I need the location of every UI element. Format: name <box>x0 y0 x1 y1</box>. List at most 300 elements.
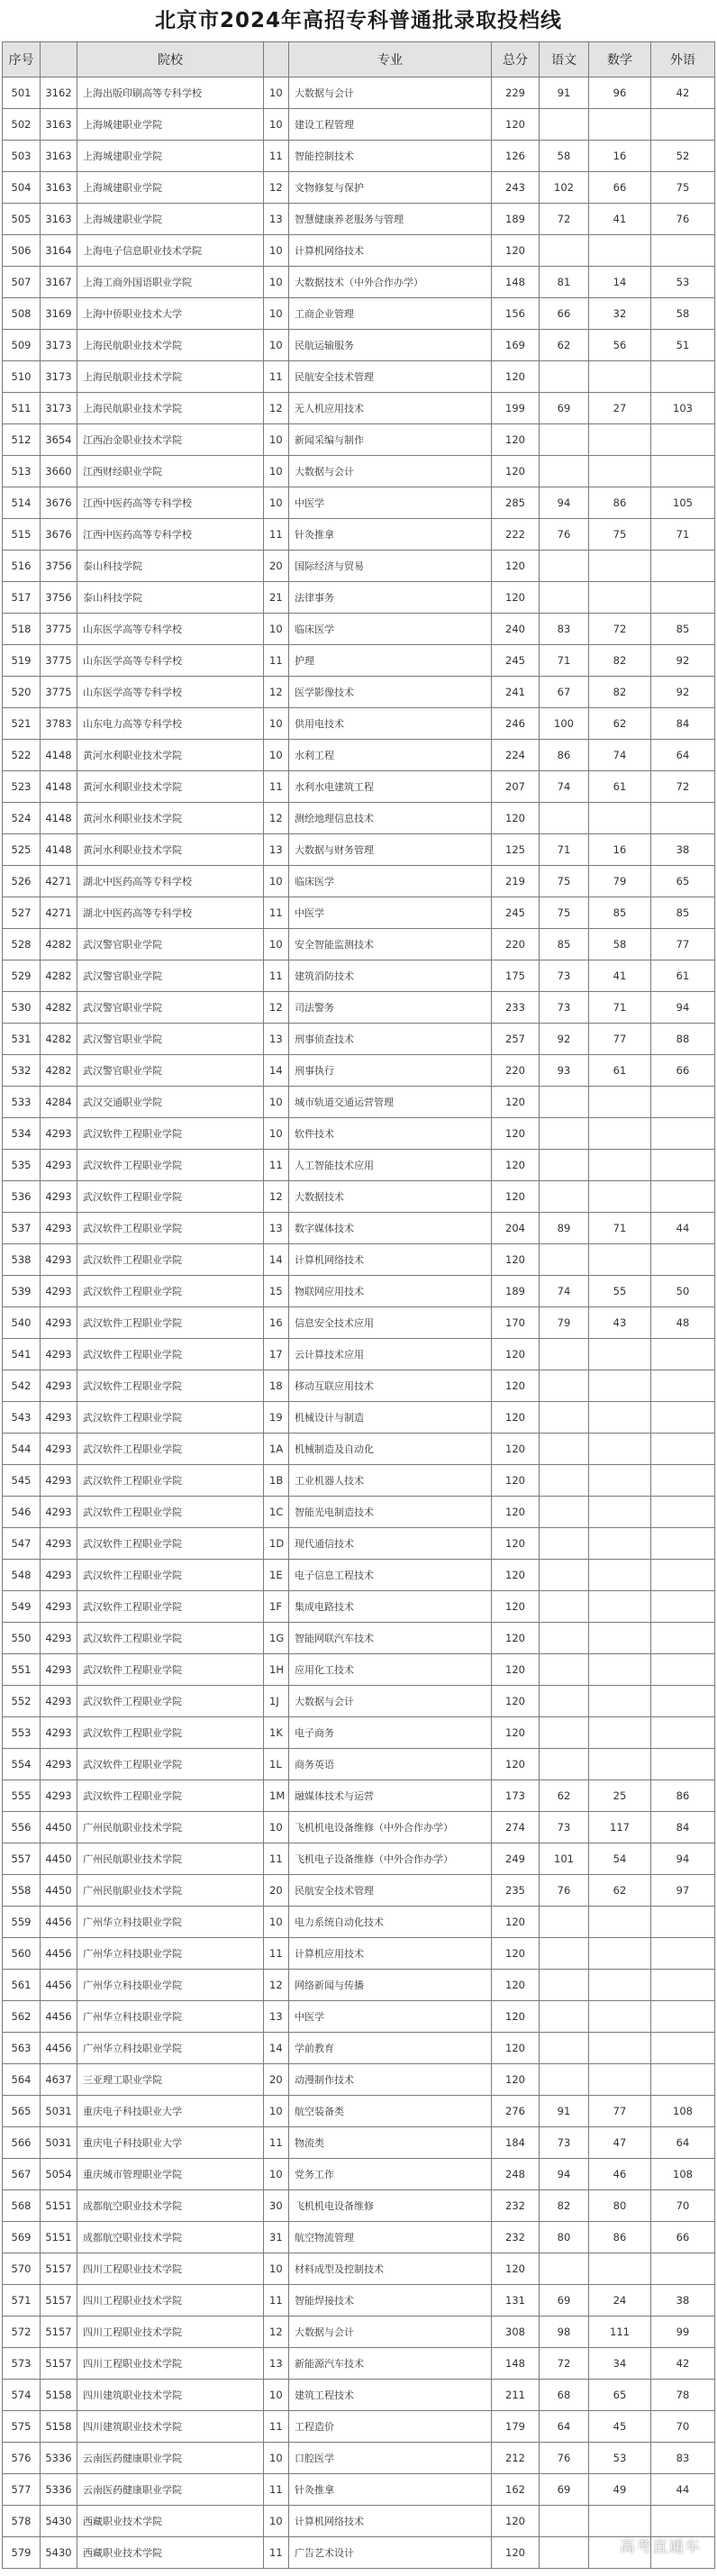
cell-total: 120 <box>492 1150 540 1181</box>
cell-major-code: 11 <box>264 771 289 803</box>
cell-major: 测绘地理信息技术 <box>289 803 492 834</box>
cell-major-code: 20 <box>264 551 289 582</box>
cell-math <box>589 1560 651 1591</box>
table-row <box>3 2537 715 2569</box>
cell-foreign: 99 <box>651 2317 715 2348</box>
cell-school-code: 3775 <box>41 677 77 708</box>
cell-major-code: 19 <box>264 1402 289 1434</box>
cell-math: 55 <box>589 1276 651 1307</box>
cell-math <box>589 109 651 141</box>
cell-school-code: 5031 <box>41 2127 77 2159</box>
cell-major: 新能源汽车技术 <box>289 2348 492 2380</box>
cell-index: 542 <box>3 1370 41 1402</box>
cell-major-code: 11 <box>264 2411 289 2443</box>
cell-foreign <box>651 1118 715 1150</box>
cell-index: 521 <box>3 708 41 740</box>
cell-math: 71 <box>589 992 651 1024</box>
cell-foreign: 50 <box>651 1276 715 1307</box>
cell-school: 重庆电子科技职业大学 <box>77 2096 264 2127</box>
cell-major-code: 10 <box>264 267 289 298</box>
cell-foreign <box>651 1654 715 1686</box>
cell-total: 120 <box>492 2537 540 2569</box>
cell-foreign: 84 <box>651 708 715 740</box>
cell-major-code: 10 <box>264 708 289 740</box>
table-row <box>3 1654 715 1686</box>
table-row <box>3 1528 715 1560</box>
cell-total: 120 <box>492 1938 540 1970</box>
cell-foreign: 94 <box>651 1843 715 1875</box>
table-row <box>3 551 715 582</box>
cell-major-code: 10 <box>264 2159 289 2190</box>
cell-index: 504 <box>3 172 41 204</box>
cell-school: 四川工程职业技术学院 <box>77 2317 264 2348</box>
cell-total: 220 <box>492 1055 540 1087</box>
cell-total: 120 <box>492 1434 540 1465</box>
cell-foreign <box>651 2253 715 2285</box>
cell-foreign <box>651 1244 715 1276</box>
table-row <box>3 1434 715 1465</box>
cell-math: 61 <box>589 1055 651 1087</box>
cell-major-code: 31 <box>264 2222 289 2253</box>
cell-math: 27 <box>589 393 651 424</box>
cell-major-code: 15 <box>264 1276 289 1307</box>
cell-major: 电子商务 <box>289 1717 492 1749</box>
table-row <box>3 1181 715 1213</box>
cell-index: 506 <box>3 235 41 267</box>
cell-major: 建设工程管理 <box>289 109 492 141</box>
cell-total: 308 <box>492 2317 540 2348</box>
cell-major-code: 10 <box>264 2443 289 2474</box>
cell-major: 民航运输服务 <box>289 330 492 361</box>
cell-major-code: 12 <box>264 2317 289 2348</box>
cell-math: 79 <box>589 866 651 897</box>
cell-major-code: 11 <box>264 2285 289 2317</box>
cell-math: 65 <box>589 2380 651 2411</box>
cell-chinese <box>540 235 589 267</box>
cell-school: 广州华立科技职业学院 <box>77 1938 264 1970</box>
cell-index: 557 <box>3 1843 41 1875</box>
cell-major: 机械制造及自动化 <box>289 1434 492 1465</box>
cell-chinese: 75 <box>540 897 589 929</box>
cell-foreign <box>651 1938 715 1970</box>
cell-school-code: 4293 <box>41 1654 77 1686</box>
cell-total: 175 <box>492 960 540 992</box>
cell-major: 工商企业管理 <box>289 298 492 330</box>
cell-major-code: 30 <box>264 2190 289 2222</box>
cell-school: 武汉软件工程职业学院 <box>77 1560 264 1591</box>
cell-foreign: 77 <box>651 929 715 960</box>
cell-school-code: 4456 <box>41 2001 77 2033</box>
cell-chinese <box>540 1970 589 2001</box>
cell-chinese: 74 <box>540 771 589 803</box>
cell-major-code: 1L <box>264 1749 289 1780</box>
cell-major-code: 1C <box>264 1497 289 1528</box>
cell-chinese <box>540 1087 589 1118</box>
cell-major-code: 16 <box>264 1307 289 1339</box>
cell-major-code: 10 <box>264 77 289 109</box>
cell-chinese <box>540 456 589 487</box>
cell-major-code: 11 <box>264 361 289 393</box>
cell-total: 120 <box>492 551 540 582</box>
cell-major-code: 10 <box>264 1087 289 1118</box>
cell-foreign: 71 <box>651 519 715 551</box>
cell-total: 120 <box>492 2001 540 2033</box>
cell-school-code: 3756 <box>41 582 77 614</box>
cell-major-code: 10 <box>264 2096 289 2127</box>
cell-school: 四川建筑职业技术学院 <box>77 2411 264 2443</box>
cell-math: 80 <box>589 2190 651 2222</box>
cell-school-code: 4293 <box>41 1591 77 1623</box>
cell-major: 工业机器人技术 <box>289 1465 492 1497</box>
cell-school: 武汉软件工程职业学院 <box>77 1654 264 1686</box>
cell-math <box>589 1370 651 1402</box>
cell-major: 大数据与会计 <box>289 456 492 487</box>
cell-chinese: 82 <box>540 2190 589 2222</box>
cell-index: 569 <box>3 2222 41 2253</box>
cell-total: 120 <box>492 1560 540 1591</box>
cell-school: 山东医学高等专科学校 <box>77 645 264 677</box>
cell-school-code: 3169 <box>41 298 77 330</box>
cell-chinese: 92 <box>540 1024 589 1055</box>
table-row <box>3 204 715 235</box>
cell-math <box>589 2506 651 2537</box>
cell-school-code: 3163 <box>41 109 77 141</box>
cell-school: 三亚理工职业学院 <box>77 2064 264 2096</box>
table-row <box>3 2033 715 2064</box>
cell-total: 120 <box>492 1339 540 1370</box>
table-row <box>3 1307 715 1339</box>
cell-school: 武汉软件工程职业学院 <box>77 1402 264 1434</box>
cell-index: 536 <box>3 1181 41 1213</box>
table-row <box>3 1938 715 1970</box>
cell-chinese: 91 <box>540 2096 589 2127</box>
cell-major: 安全智能监测技术 <box>289 929 492 960</box>
cell-index: 527 <box>3 897 41 929</box>
cell-index: 554 <box>3 1749 41 1780</box>
cell-index: 571 <box>3 2285 41 2317</box>
cell-major: 工程造价 <box>289 2411 492 2443</box>
header-total: 总分 <box>492 42 540 77</box>
table-row <box>3 960 715 992</box>
cell-school: 云南医药健康职业学院 <box>77 2443 264 2474</box>
cell-school: 西藏职业技术学院 <box>77 2537 264 2569</box>
cell-index: 578 <box>3 2506 41 2537</box>
cell-foreign: 75 <box>651 172 715 204</box>
table-row <box>3 803 715 834</box>
cell-major-code: 21 <box>264 582 289 614</box>
cell-math: 82 <box>589 645 651 677</box>
cell-math: 24 <box>589 2285 651 2317</box>
cell-foreign <box>651 551 715 582</box>
table-row <box>3 1055 715 1087</box>
cell-foreign: 105 <box>651 487 715 519</box>
cell-total: 120 <box>492 1907 540 1938</box>
cell-school: 上海城建职业学院 <box>77 204 264 235</box>
cell-major-code: 1G <box>264 1623 289 1654</box>
cell-major: 应用化工技术 <box>289 1654 492 1686</box>
cell-school: 武汉软件工程职业学院 <box>77 1749 264 1780</box>
cell-major-code: 1B <box>264 1465 289 1497</box>
cell-foreign: 58 <box>651 298 715 330</box>
cell-math: 85 <box>589 897 651 929</box>
cell-major: 新闻采编与制作 <box>289 424 492 456</box>
cell-foreign: 86 <box>651 1780 715 1812</box>
cell-index: 574 <box>3 2380 41 2411</box>
cell-school: 广州民航职业技术学院 <box>77 1812 264 1843</box>
cell-school-code: 5157 <box>41 2317 77 2348</box>
cell-school: 武汉软件工程职业学院 <box>77 1118 264 1150</box>
cell-chinese: 101 <box>540 1843 589 1875</box>
cell-foreign: 85 <box>651 897 715 929</box>
cell-total: 120 <box>492 2064 540 2096</box>
cell-school: 武汉软件工程职业学院 <box>77 1244 264 1276</box>
cell-total: 120 <box>492 1654 540 1686</box>
cell-chinese <box>540 1591 589 1623</box>
cell-school-code: 4637 <box>41 2064 77 2096</box>
cell-school: 上海民航职业技术学院 <box>77 330 264 361</box>
cell-total: 285 <box>492 487 540 519</box>
cell-major: 大数据与会计 <box>289 1686 492 1717</box>
cell-foreign: 92 <box>651 677 715 708</box>
cell-index: 528 <box>3 929 41 960</box>
table-row <box>3 1118 715 1150</box>
cell-math: 47 <box>589 2127 651 2159</box>
cell-school-code: 4293 <box>41 1150 77 1181</box>
cell-school-code: 3173 <box>41 330 77 361</box>
table-row <box>3 1875 715 1907</box>
cell-total: 204 <box>492 1213 540 1244</box>
cell-school-code: 3676 <box>41 519 77 551</box>
cell-school-code: 4293 <box>41 1213 77 1244</box>
table-row <box>3 393 715 424</box>
table-row <box>3 834 715 866</box>
cell-school-code: 4293 <box>41 1528 77 1560</box>
cell-school: 上海城建职业学院 <box>77 141 264 172</box>
cell-school-code: 4293 <box>41 1465 77 1497</box>
table-row <box>3 645 715 677</box>
cell-math: 96 <box>589 77 651 109</box>
cell-major-code: 12 <box>264 992 289 1024</box>
cell-total: 120 <box>492 235 540 267</box>
table-row <box>3 1339 715 1370</box>
cell-math: 74 <box>589 740 651 771</box>
cell-major-code: 20 <box>264 1875 289 1907</box>
cell-index: 564 <box>3 2064 41 2096</box>
cell-major-code: 11 <box>264 519 289 551</box>
cell-major: 中医学 <box>289 487 492 519</box>
header-school-code <box>41 42 77 77</box>
table-row <box>3 2506 715 2537</box>
cell-school-code: 4456 <box>41 1970 77 2001</box>
cell-math <box>589 1591 651 1623</box>
cell-math: 86 <box>589 2222 651 2253</box>
table-row <box>3 1591 715 1623</box>
cell-major: 飞机机电设备维修 <box>289 2190 492 2222</box>
cell-index: 556 <box>3 1812 41 1843</box>
cell-foreign: 38 <box>651 834 715 866</box>
cell-foreign <box>651 1528 715 1560</box>
cell-index: 512 <box>3 424 41 456</box>
cell-total: 169 <box>492 330 540 361</box>
cell-index: 563 <box>3 2033 41 2064</box>
cell-major: 文物修复与保护 <box>289 172 492 204</box>
cell-school: 云南医药健康职业学院 <box>77 2474 264 2506</box>
cell-major: 航空装备类 <box>289 2096 492 2127</box>
cell-major-code: 10 <box>264 2380 289 2411</box>
cell-foreign: 42 <box>651 2348 715 2380</box>
cell-index: 519 <box>3 645 41 677</box>
table-row <box>3 1623 715 1654</box>
table-row <box>3 2443 715 2474</box>
cell-index: 520 <box>3 677 41 708</box>
cell-school-code: 4271 <box>41 897 77 929</box>
table-row <box>3 267 715 298</box>
table-row <box>3 298 715 330</box>
header-index: 序号 <box>3 42 41 77</box>
cell-major: 法律事务 <box>289 582 492 614</box>
cell-total: 245 <box>492 897 540 929</box>
cell-school-code: 4293 <box>41 1276 77 1307</box>
cell-major-code: 11 <box>264 960 289 992</box>
cell-chinese: 74 <box>540 1276 589 1307</box>
cell-school-code: 5054 <box>41 2159 77 2190</box>
cell-math: 72 <box>589 614 651 645</box>
cell-school-code: 4450 <box>41 1812 77 1843</box>
cell-math <box>589 1749 651 1780</box>
cell-index: 537 <box>3 1213 41 1244</box>
cell-foreign: 70 <box>651 2411 715 2443</box>
cell-chinese <box>540 1717 589 1749</box>
table-row <box>3 2317 715 2348</box>
cell-school: 上海城建职业学院 <box>77 109 264 141</box>
cell-school-code: 4293 <box>41 1118 77 1150</box>
cell-school: 武汉交通职业学院 <box>77 1087 264 1118</box>
table-row <box>3 582 715 614</box>
cell-school: 上海城建职业学院 <box>77 172 264 204</box>
cell-school-code: 5430 <box>41 2506 77 2537</box>
cell-total: 232 <box>492 2190 540 2222</box>
cell-major-code: 11 <box>264 1150 289 1181</box>
cell-school: 上海民航职业技术学院 <box>77 361 264 393</box>
table-row <box>3 2190 715 2222</box>
cell-major-code: 11 <box>264 645 289 677</box>
cell-total: 257 <box>492 1024 540 1055</box>
cell-major: 建筑消防技术 <box>289 960 492 992</box>
cell-school: 上海民航职业技术学院 <box>77 393 264 424</box>
cell-total: 245 <box>492 645 540 677</box>
cell-major-code: 1E <box>264 1560 289 1591</box>
cell-school-code: 5158 <box>41 2411 77 2443</box>
table-row <box>3 2127 715 2159</box>
cell-major-code: 12 <box>264 393 289 424</box>
cell-major-code: 11 <box>264 1938 289 1970</box>
cell-major: 计算机应用技术 <box>289 1938 492 1970</box>
table-row <box>3 1686 715 1717</box>
cell-total: 162 <box>492 2474 540 2506</box>
cell-index: 513 <box>3 456 41 487</box>
cell-total: 148 <box>492 2348 540 2380</box>
cell-chinese: 73 <box>540 960 589 992</box>
cell-school: 广州华立科技职业学院 <box>77 1970 264 2001</box>
cell-math: 25 <box>589 1780 651 1812</box>
cell-major-code: 10 <box>264 866 289 897</box>
cell-index: 523 <box>3 771 41 803</box>
cell-school-code: 5430 <box>41 2537 77 2569</box>
cell-school: 黄河水利职业技术学院 <box>77 740 264 771</box>
cell-chinese <box>540 1181 589 1213</box>
cell-math: 77 <box>589 2096 651 2127</box>
header-row <box>3 42 715 77</box>
cell-foreign: 52 <box>651 141 715 172</box>
cell-chinese <box>540 803 589 834</box>
cell-major: 国际经济与贸易 <box>289 551 492 582</box>
cell-major: 商务英语 <box>289 1749 492 1780</box>
cell-major: 无人机应用技术 <box>289 393 492 424</box>
cell-school-code: 4456 <box>41 2033 77 2064</box>
cell-total: 120 <box>492 1181 540 1213</box>
table-row <box>3 1087 715 1118</box>
cell-school-code: 5151 <box>41 2222 77 2253</box>
cell-major: 针灸推拿 <box>289 519 492 551</box>
cell-math: 54 <box>589 1843 651 1875</box>
cell-total: 120 <box>492 1402 540 1434</box>
cell-chinese: 66 <box>540 298 589 330</box>
cell-total: 276 <box>492 2096 540 2127</box>
cell-major: 供用电技术 <box>289 708 492 740</box>
cell-chinese <box>540 361 589 393</box>
cell-index: 561 <box>3 1970 41 2001</box>
cell-total: 224 <box>492 740 540 771</box>
cell-foreign <box>651 1749 715 1780</box>
cell-index: 514 <box>3 487 41 519</box>
cell-total: 233 <box>492 992 540 1024</box>
cell-major: 现代通信技术 <box>289 1528 492 1560</box>
cell-foreign: 51 <box>651 330 715 361</box>
cell-foreign <box>651 1623 715 1654</box>
cell-major: 人工智能技术应用 <box>289 1150 492 1181</box>
cell-total: 189 <box>492 1276 540 1307</box>
cell-index: 549 <box>3 1591 41 1623</box>
cell-school: 上海工商外国语职业学院 <box>77 267 264 298</box>
cell-foreign <box>651 1181 715 1213</box>
table-row <box>3 2096 715 2127</box>
cell-math <box>589 1970 651 2001</box>
cell-chinese <box>540 424 589 456</box>
cell-math <box>589 456 651 487</box>
cell-major-code: 11 <box>264 141 289 172</box>
cell-major: 临床医学 <box>289 614 492 645</box>
table-row <box>3 487 715 519</box>
cell-foreign: 88 <box>651 1024 715 1055</box>
cell-chinese: 76 <box>540 519 589 551</box>
cell-index: 509 <box>3 330 41 361</box>
cell-total: 243 <box>492 172 540 204</box>
cell-index: 539 <box>3 1276 41 1307</box>
page-title: 北京市2024年高招专科普通批录取投档线 <box>154 9 562 32</box>
cell-index: 568 <box>3 2190 41 2222</box>
table-row <box>3 614 715 645</box>
table-row <box>3 771 715 803</box>
cell-major-code: 1K <box>264 1717 289 1749</box>
cell-math: 46 <box>589 2159 651 2190</box>
table-row <box>3 1907 715 1938</box>
cell-total: 120 <box>492 1591 540 1623</box>
cell-major-code: 13 <box>264 1213 289 1244</box>
cell-total: 274 <box>492 1812 540 1843</box>
table-row <box>3 677 715 708</box>
cell-chinese: 72 <box>540 2348 589 2380</box>
cell-school: 武汉软件工程职业学院 <box>77 1213 264 1244</box>
